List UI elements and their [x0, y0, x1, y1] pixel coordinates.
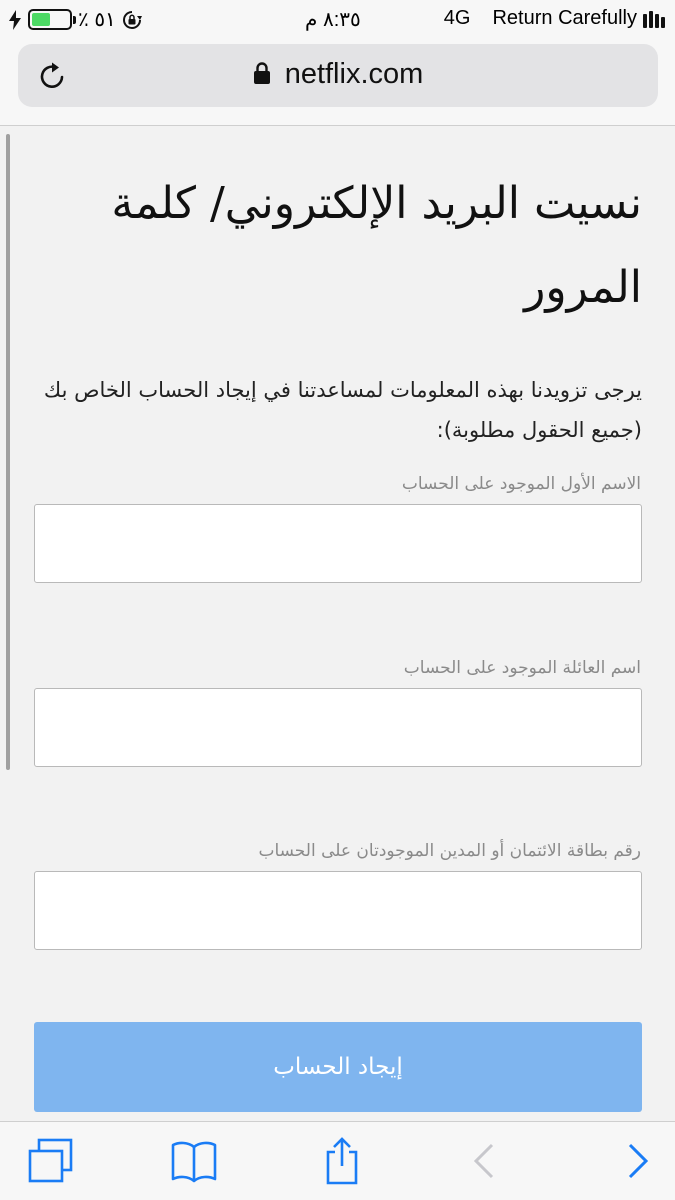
- browser-top-bar: [0, 38, 675, 126]
- back-button[interactable]: [460, 1136, 508, 1186]
- battery-percent: ٪ ٥١: [78, 9, 116, 31]
- status-left: [8, 7, 142, 32]
- scroll-indicator: [6, 134, 10, 770]
- intro-text: يرجى تزويدنا بهذه المعلومات لمساعدتنا في إيجاد الحساب الخاص بك (جميع الحقول مطلوبة):: [43, 378, 642, 442]
- forward-button[interactable]: [614, 1136, 662, 1186]
- share-icon: [322, 1136, 362, 1186]
- tabs-button[interactable]: [27, 1136, 75, 1186]
- status-right: [444, 7, 665, 30]
- address-bar[interactable]: [18, 44, 658, 107]
- first-name-input[interactable]: [34, 504, 642, 583]
- carrier-message: Return Carefully: [492, 7, 637, 29]
- share-button[interactable]: [318, 1136, 366, 1186]
- signal-bars-icon: [643, 10, 665, 28]
- browser-toolbar: [0, 1121, 675, 1200]
- find-account-button[interactable]: إيجاد الحساب: [34, 1022, 642, 1112]
- tabs-icon: [27, 1138, 75, 1184]
- url-display[interactable]: [18, 58, 658, 91]
- last-name-label: اسم العائلة الموجود على الحساب: [403, 658, 641, 678]
- charging-bolt-icon: [8, 10, 22, 30]
- card-number-input[interactable]: [34, 871, 642, 950]
- battery-fill: [32, 13, 50, 26]
- status-bar: [0, 0, 675, 38]
- status-time: ٨:٣٥ م: [305, 9, 361, 31]
- network-type: 4G: [443, 7, 471, 29]
- battery-icon: [28, 9, 72, 30]
- page-title: نسيت البريد الإلكتروني/ كلمة المرور: [111, 178, 642, 313]
- bookmarks-button[interactable]: [170, 1136, 218, 1186]
- page-content: [34, 150, 642, 450]
- rotation-lock-icon: [122, 10, 142, 30]
- back-icon: [472, 1143, 496, 1179]
- last-name-input[interactable]: [34, 688, 642, 767]
- lock-icon: [253, 61, 271, 85]
- url-text: netflix.com: [284, 58, 424, 90]
- first-name-label: الاسم الأول الموجود على الحساب: [401, 474, 641, 494]
- forward-icon: [626, 1143, 650, 1179]
- bookmarks-icon: [170, 1139, 218, 1183]
- card-number-label: رقم بطاقة الائتمان أو المدين الموجودتان على الحساب: [258, 841, 641, 861]
